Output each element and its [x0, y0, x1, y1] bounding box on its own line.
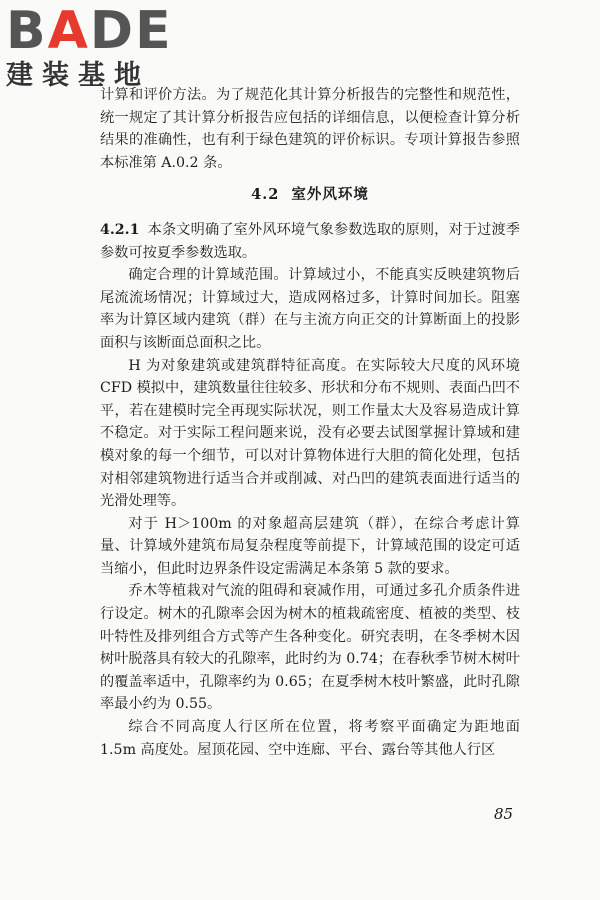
logo-text-bottom: 建装基地: [6, 60, 150, 91]
section-title: 室外风环境: [291, 186, 369, 204]
paragraph: 对于 H＞100m 的对象超高层建筑（群），在综合考虑计算量、计算域外建筑布局复杂程度等前提下，计算域范围的设定可适当缩小，但此时边界条件设定需满足本条第 5 款的要求。: [100, 515, 520, 577]
logo-text-top: BADE: [6, 1, 173, 61]
clause-text: 本条文明确了室外风环境气象参数选取的原则，对于过渡季参数可按夏季参数选取。: [100, 221, 520, 261]
section-heading: [100, 184, 520, 207]
section-number: 4.2: [251, 186, 280, 204]
paragraph-intro: 计算和评价方法。为了规范化其计算分析报告的完整性和规范性，统一规定了其计算分析报告应包括的详细信息，以便检查计算分析结果的准确性，也有利于绿色建筑的评价标识。专项计算报告参照本标准第 A.0.2 条。: [100, 87, 520, 171]
page-number: 85: [494, 805, 514, 823]
clause-number: 4.2.1: [100, 221, 140, 238]
clause-paragraph: [100, 219, 520, 264]
paragraph: 确定合理的计算域范围。计算域过小，不能真实反映建筑物后尾流流场情况；计算域过大，造成网格过多，计算时间加长。阻塞率为计算区域内建筑（群）在与主流方向正交的计算断面上的投影面积与该断面总面积之比。: [100, 267, 520, 351]
paragraph: H 为对象建筑或建筑群特征高度。在实际较大尺度的风环境 CFD 模拟中，建筑数量往往较多、形状和分布不规则、表面凸凹不平，若在建模时完全再现实际状况，则工作量太大及容易造成计算不稳定。对于实际工程问题来说，没有必要去试图掌握计算域和建模对象的每一个细节，可以对计算物体进行大胆的简化处理，包括对相邻建筑物进行适当合并或削减、对凸凹的建筑表面进行适当的光滑处理等。: [100, 357, 520, 510]
paragraph: 乔木等植栽对气流的阻碍和衰减作用，可通过多孔介质条件进行设定。树木的孔隙率会因为树木的植栽疏密度、植被的类型、枝叶特性及排列组合方式等产生各种变化。研究表明，在冬季树木因树叶脱落具有较大的孔隙率，此时约为 0.74；在春秋季节树木树叶的覆盖率适中，孔隙率约为 0.65；在夏季树木枝叶繁盛，此时孔隙率最小约为 0.55。: [100, 583, 520, 713]
paragraph: 综合不同高度人行区所在位置，将考察平面确定为距地面 1.5m 高度处。屋顶花园、空中连廊、平台、露台等其他人行区: [100, 719, 520, 758]
page-content: [100, 84, 520, 761]
